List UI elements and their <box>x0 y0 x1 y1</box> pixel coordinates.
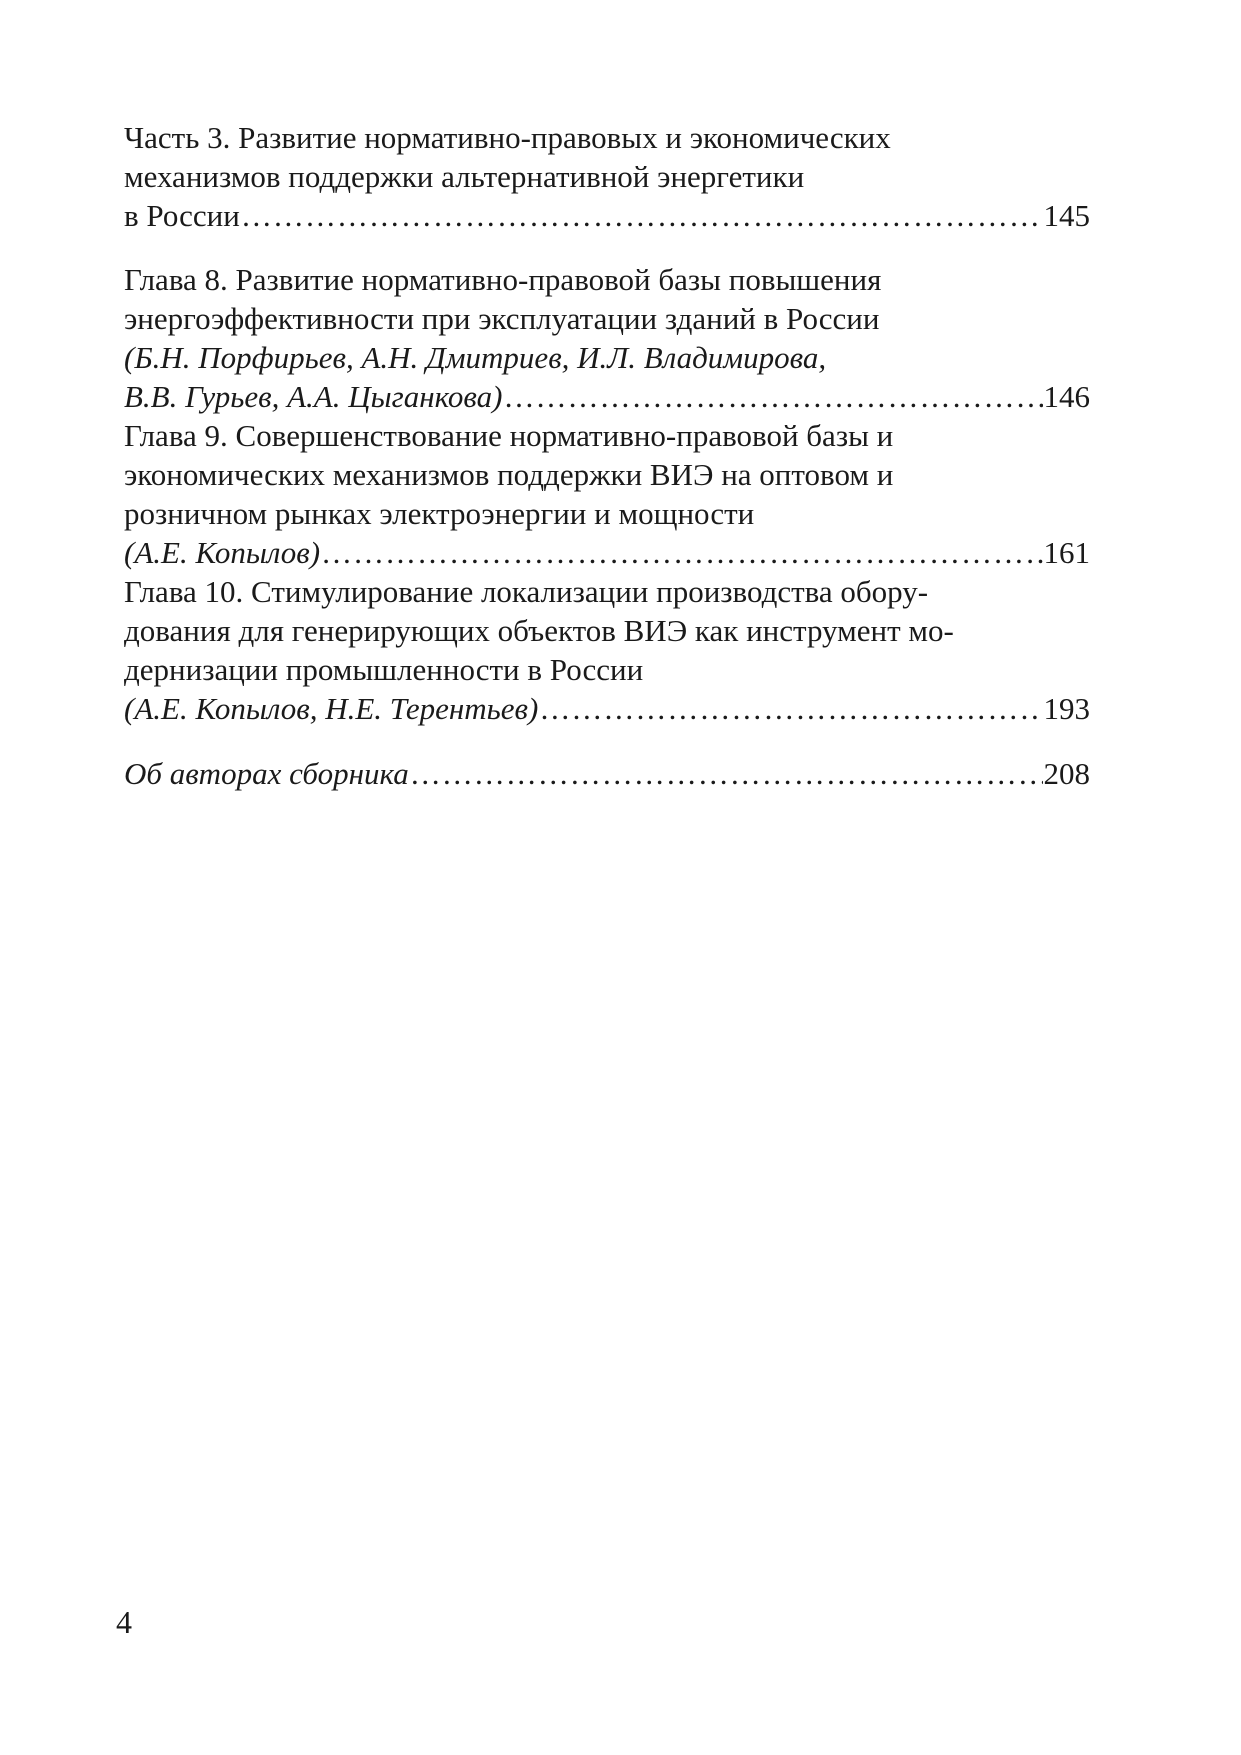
dot-leader <box>321 533 1042 572</box>
toc-leader-line <box>124 533 1090 572</box>
toc-line: розничном рынках электроэнергии и мощности <box>124 496 755 531</box>
toc-line: Глава 9. Совершенствование нормативно-правовой базы и <box>124 418 894 453</box>
toc-line: механизмов поддержки альтернативной энергетики <box>124 159 805 194</box>
toc-line: Часть 3. Развитие нормативно-правовых и экономических <box>124 120 891 155</box>
toc-line: дования для генерирующих объектов ВИЭ как инструмент мо- <box>124 613 954 648</box>
page-reference: 146 <box>1043 379 1090 414</box>
page-reference: 161 <box>1043 535 1090 570</box>
toc-entry-part-3[interactable] <box>124 118 1090 235</box>
toc-authors-line: (А.Е. Копылов, Н.Е. Терентьев) <box>124 691 539 726</box>
spacer <box>124 235 1090 260</box>
dot-leader <box>241 196 1043 235</box>
toc-authors-line: В.В. Гурьев, А.А. Цыганкова) <box>124 379 503 414</box>
dot-leader <box>503 377 1042 416</box>
toc-leader-line <box>124 196 1090 235</box>
toc-entry-chapter-8[interactable] <box>124 260 1090 416</box>
toc-authors-line: (Б.Н. Порфирьев, А.Н. Дмитриев, И.Л. Владимирова, <box>124 340 827 375</box>
toc-entry-chapter-10[interactable] <box>124 572 1090 728</box>
toc-line: Глава 8. Развитие нормативно-правовой базы повышения <box>124 262 882 297</box>
toc-authors-line: (А.Е. Копылов) <box>124 535 321 570</box>
page-reference: 193 <box>1043 691 1090 726</box>
toc-line: экономических механизмов поддержки ВИЭ на оптовом и <box>124 457 894 492</box>
toc-leader-line <box>124 689 1090 728</box>
page-reference: 145 <box>1043 198 1090 233</box>
toc-line: Об авторах сборника <box>124 756 409 791</box>
toc-leader-line <box>124 377 1090 416</box>
toc-entry-about-authors[interactable] <box>124 754 1090 793</box>
dot-leader <box>410 754 1043 793</box>
toc-line: энергоэффективности при эксплуатации зданий в России <box>124 301 880 336</box>
spacer <box>124 728 1090 754</box>
toc-line: дернизации промышленности в России <box>124 652 644 687</box>
toc-entry-chapter-9[interactable] <box>124 416 1090 572</box>
page-number: 4 <box>116 1604 132 1640</box>
toc-line: в России <box>124 198 240 233</box>
page-reference: 208 <box>1043 756 1090 791</box>
table-of-contents <box>124 118 1090 793</box>
toc-leader-line <box>124 754 1090 793</box>
toc-line: Глава 10. Стимулирование локализации производства обору- <box>124 574 929 609</box>
dot-leader <box>539 689 1042 728</box>
